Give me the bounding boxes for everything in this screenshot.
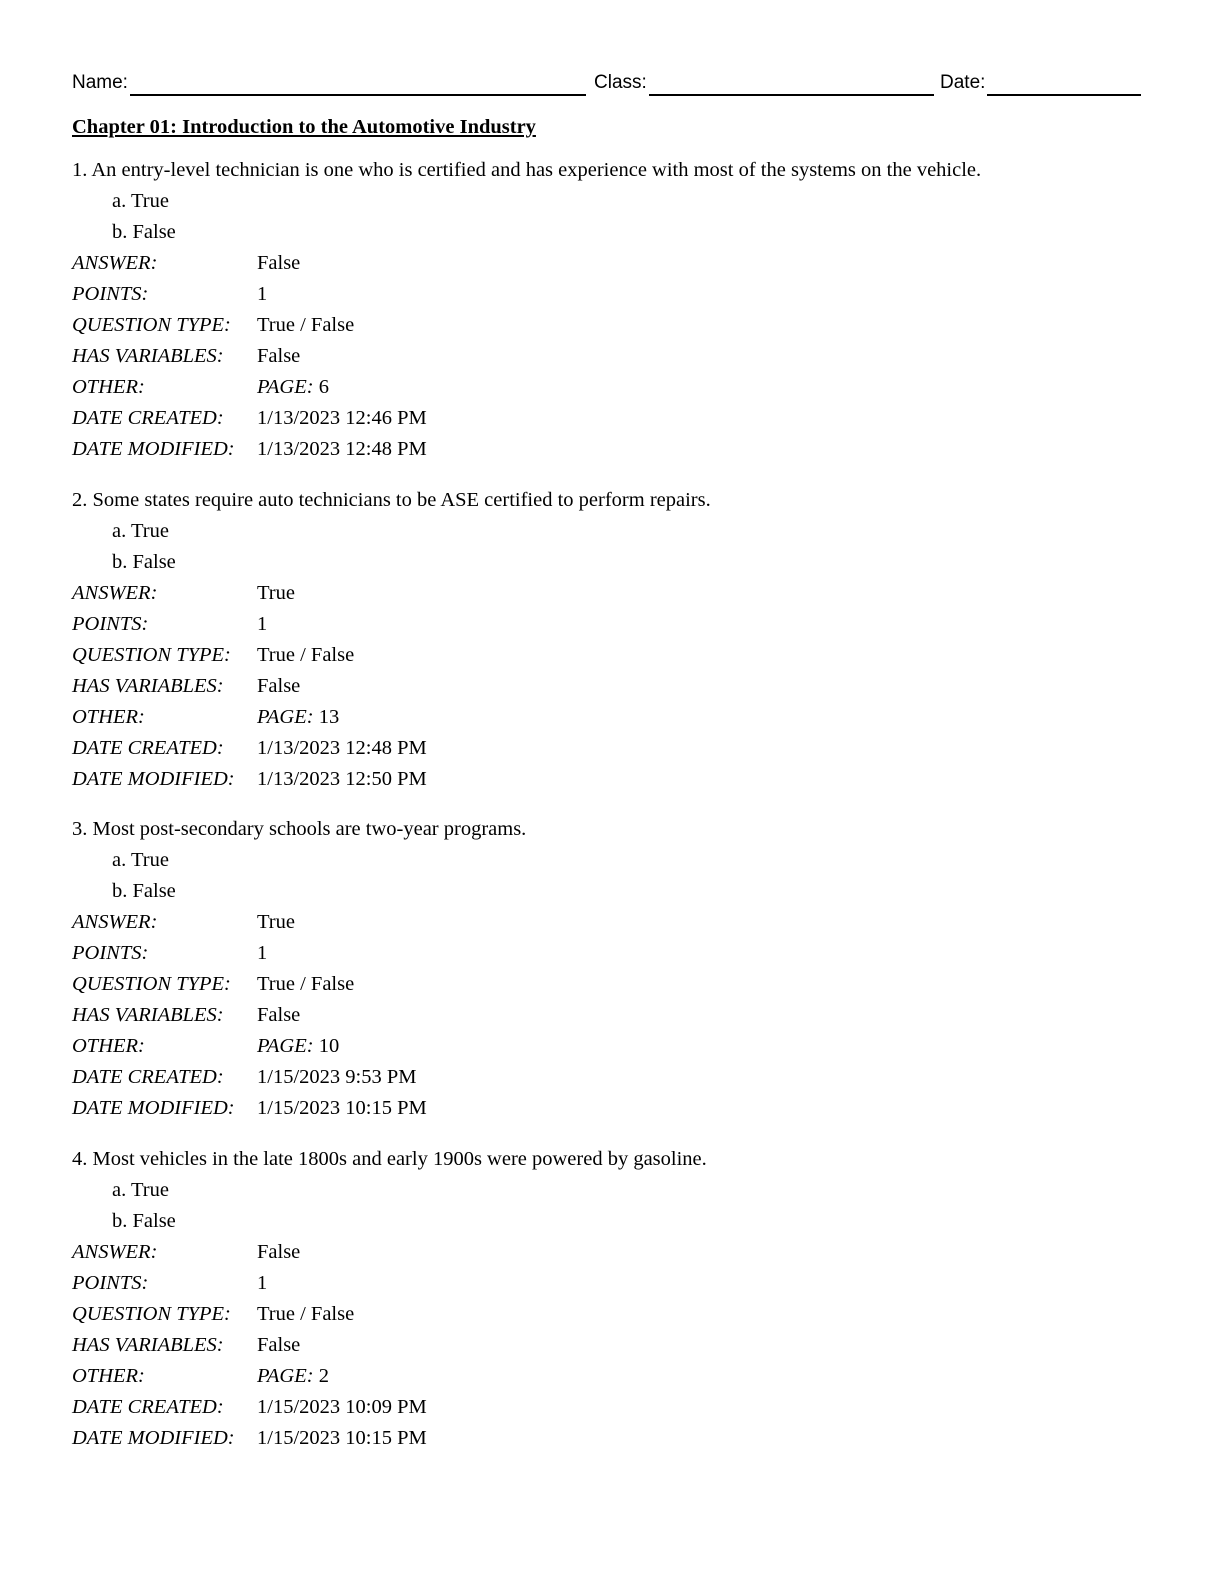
date-label: Date: xyxy=(940,72,986,93)
date-modified-label: DATE MODIFIED: xyxy=(72,1097,235,1119)
class-blank-line[interactable] xyxy=(649,70,934,96)
choice-true: a. True xyxy=(112,1179,169,1201)
answer-value: False xyxy=(257,252,301,274)
question-text: 4. Most vehicles in the late 1800s and early 1900s were powered by gasoline. xyxy=(72,1148,707,1170)
question-type-value: True / False xyxy=(257,973,355,995)
answer-label: ANSWER: xyxy=(72,911,158,933)
question-text: 1. An entry-level technician is one who is certified and has experience with most of the systems on the vehicle. xyxy=(72,159,982,181)
question-type-label: QUESTION TYPE: xyxy=(72,1303,231,1325)
answer-value: False xyxy=(257,1241,301,1263)
date-created-label: DATE CREATED: xyxy=(72,737,224,759)
question-type-row xyxy=(72,1299,1152,1330)
question-block xyxy=(72,155,1152,465)
answer-value: True xyxy=(257,911,295,933)
date-modified-label: DATE MODIFIED: xyxy=(72,768,235,790)
question-type-value: True / False xyxy=(257,314,355,336)
date-field[interactable] xyxy=(940,70,1141,96)
name-field[interactable] xyxy=(72,70,586,96)
date-modified-row xyxy=(72,1423,1152,1454)
date-created-label: DATE CREATED: xyxy=(72,1396,224,1418)
date-created-value: 1/15/2023 10:09 PM xyxy=(257,1396,427,1418)
question-type-row xyxy=(72,310,1152,341)
date-created-row xyxy=(72,1062,1152,1093)
date-modified-value: 1/13/2023 12:48 PM xyxy=(257,438,427,460)
date-modified-value: 1/15/2023 10:15 PM xyxy=(257,1097,427,1119)
other-label: OTHER: xyxy=(72,376,145,398)
answer-row xyxy=(72,578,1152,609)
class-label: Class: xyxy=(594,72,647,93)
other-label: OTHER: xyxy=(72,706,145,728)
points-label: POINTS: xyxy=(72,1272,149,1294)
date-modified-row xyxy=(72,764,1152,795)
other-row xyxy=(72,372,1152,403)
date-created-value: 1/13/2023 12:48 PM xyxy=(257,737,427,759)
date-modified-value: 1/13/2023 12:50 PM xyxy=(257,768,427,790)
points-label: POINTS: xyxy=(72,942,149,964)
date-created-value: 1/13/2023 12:46 PM xyxy=(257,407,427,429)
date-created-value: 1/15/2023 9:53 PM xyxy=(257,1066,417,1088)
question-block xyxy=(72,485,1152,795)
question-type-value: True / False xyxy=(257,644,355,666)
other-label: OTHER: xyxy=(72,1035,145,1057)
points-row xyxy=(72,938,1152,969)
question-block xyxy=(72,1144,1152,1454)
question-type-label: QUESTION TYPE: xyxy=(72,973,231,995)
points-row xyxy=(72,609,1152,640)
answer-value: True xyxy=(257,582,295,604)
date-created-row xyxy=(72,1392,1152,1423)
has-variables-value: False xyxy=(257,1004,301,1026)
date-modified-value: 1/15/2023 10:15 PM xyxy=(257,1427,427,1449)
choice-true: a. True xyxy=(112,849,169,871)
answer-row xyxy=(72,248,1152,279)
date-created-row xyxy=(72,733,1152,764)
answer-label: ANSWER: xyxy=(72,252,158,274)
points-label: POINTS: xyxy=(72,613,149,635)
page-value: 6 xyxy=(318,376,329,398)
date-blank-line[interactable] xyxy=(987,70,1141,96)
other-label: OTHER: xyxy=(72,1365,145,1387)
has-variables-label: HAS VARIABLES: xyxy=(72,1004,224,1026)
date-modified-row xyxy=(72,1093,1152,1124)
question-type-row xyxy=(72,640,1152,671)
page-value: 13 xyxy=(318,706,340,728)
date-created-row xyxy=(72,403,1152,434)
question-type-label: QUESTION TYPE: xyxy=(72,644,231,666)
page-reference xyxy=(257,702,339,733)
other-row xyxy=(72,1361,1152,1392)
page-label: PAGE: xyxy=(257,1365,314,1387)
has-variables-value: False xyxy=(257,1334,301,1356)
question-type-row xyxy=(72,969,1152,1000)
has-variables-label: HAS VARIABLES: xyxy=(72,345,224,367)
has-variables-row xyxy=(72,1330,1152,1361)
date-modified-label: DATE MODIFIED: xyxy=(72,1427,235,1449)
question-type-value: True / False xyxy=(257,1303,355,1325)
has-variables-row xyxy=(72,341,1152,372)
other-row xyxy=(72,702,1152,733)
points-value: 1 xyxy=(257,283,268,305)
page-reference xyxy=(257,1031,339,1062)
name-label: Name: xyxy=(72,72,128,93)
has-variables-row xyxy=(72,1000,1152,1031)
points-row xyxy=(72,279,1152,310)
choice-true: a. True xyxy=(112,190,169,212)
answer-label: ANSWER: xyxy=(72,1241,158,1263)
date-modified-label: DATE MODIFIED: xyxy=(72,438,235,460)
has-variables-value: False xyxy=(257,675,301,697)
choice-false: b. False xyxy=(112,221,176,243)
points-value: 1 xyxy=(257,942,268,964)
page-label: PAGE: xyxy=(257,706,314,728)
answer-row xyxy=(72,907,1152,938)
question-text: 2. Some states require auto technicians to be ASE certified to perform repairs. xyxy=(72,489,711,511)
has-variables-value: False xyxy=(257,345,301,367)
answer-label: ANSWER: xyxy=(72,582,158,604)
points-value: 1 xyxy=(257,613,268,635)
choice-false: b. False xyxy=(112,1210,176,1232)
name-blank-line[interactable] xyxy=(130,70,586,96)
page-value: 10 xyxy=(318,1035,340,1057)
choice-true: a. True xyxy=(112,520,169,542)
header-fields xyxy=(72,70,1142,98)
page-reference xyxy=(257,372,329,403)
other-row xyxy=(72,1031,1152,1062)
choice-false: b. False xyxy=(112,880,176,902)
points-row xyxy=(72,1268,1152,1299)
date-modified-row xyxy=(72,434,1152,465)
page-reference xyxy=(257,1361,329,1392)
points-value: 1 xyxy=(257,1272,268,1294)
date-created-label: DATE CREATED: xyxy=(72,1066,224,1088)
question-block xyxy=(72,814,1152,1124)
page-value: 2 xyxy=(318,1365,329,1387)
has-variables-row xyxy=(72,671,1152,702)
question-text: 3. Most post-secondary schools are two-year programs. xyxy=(72,818,527,840)
points-label: POINTS: xyxy=(72,283,149,305)
has-variables-label: HAS VARIABLES: xyxy=(72,1334,224,1356)
chapter-title: Chapter 01: Introduction to the Automotive Industry xyxy=(72,116,536,138)
answer-row xyxy=(72,1237,1152,1268)
has-variables-label: HAS VARIABLES: xyxy=(72,675,224,697)
choice-false: b. False xyxy=(112,551,176,573)
question-type-label: QUESTION TYPE: xyxy=(72,314,231,336)
class-field[interactable] xyxy=(594,70,934,96)
date-created-label: DATE CREATED: xyxy=(72,407,224,429)
page-label: PAGE: xyxy=(257,376,314,398)
page-label: PAGE: xyxy=(257,1035,314,1057)
